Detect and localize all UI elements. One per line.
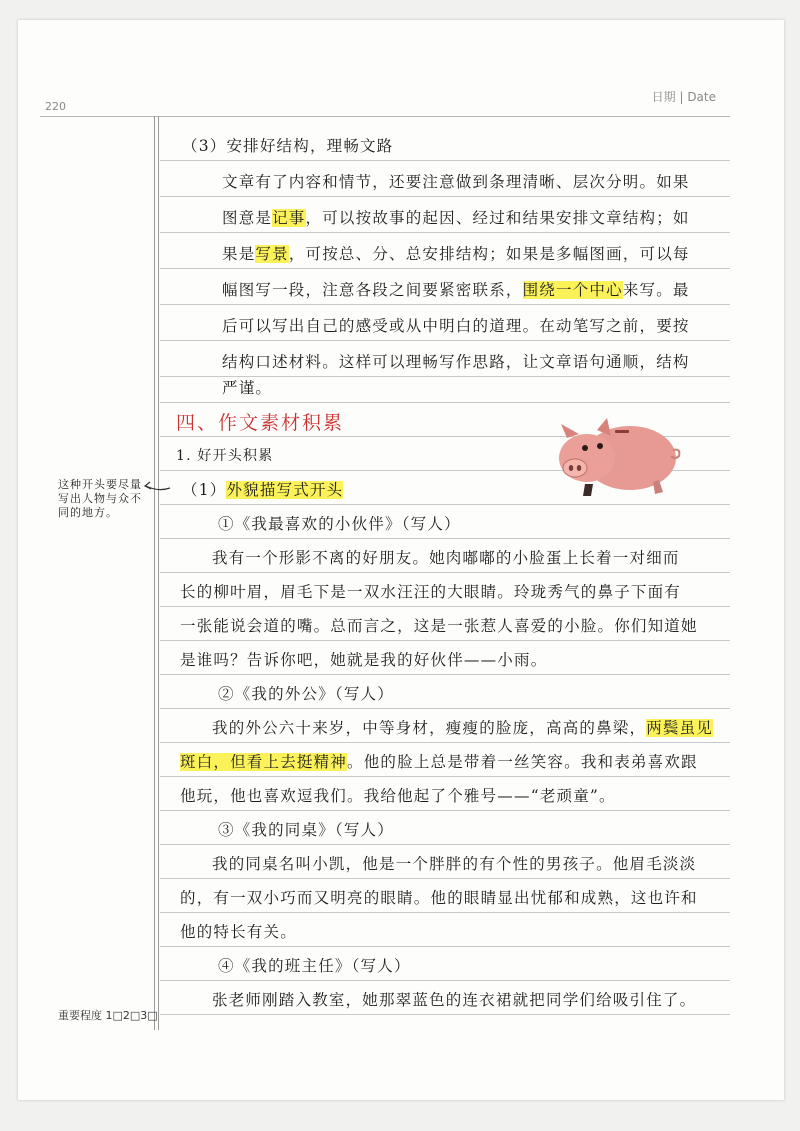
example-title: ③《我的同桌》（写人） <box>218 821 394 839</box>
highlight: 围绕一个中心 <box>522 281 623 299</box>
margin-line <box>158 116 159 1030</box>
ruled-line <box>160 196 730 197</box>
paragraph-line: 斑白，但看上去挺精神。他的脸上总是带着一丝笑容。我和表弟喜欢跟 <box>180 753 698 771</box>
paragraph-line: 后可以写出自己的感受或从中明白的道理。在动笔写之前，要按 <box>222 317 690 335</box>
side-note: 这种开头要尽量写出人物与众不同的地方。 <box>58 478 142 519</box>
ruled-line <box>160 504 730 505</box>
example-title: ①《我最喜欢的小伙伴》（写人） <box>218 515 461 533</box>
paragraph-line: 严谨。 <box>222 379 273 397</box>
ruled-line <box>160 776 730 777</box>
ruled-line <box>160 980 730 981</box>
ruled-line <box>160 572 730 573</box>
ruled-line <box>160 708 730 709</box>
ruled-line <box>160 810 730 811</box>
ruled-line <box>160 912 730 913</box>
highlight: 写景 <box>255 245 289 263</box>
highlight: 记事 <box>272 209 306 227</box>
example-title: ②《我的外公》（写人） <box>218 685 394 703</box>
ruled-line <box>160 1014 730 1015</box>
paragraph-line: 是谁吗？告诉你吧，她就是我的好伙伴——小雨。 <box>180 651 548 669</box>
ruled-line <box>160 878 730 879</box>
ruled-line <box>160 844 730 845</box>
subheading: （1）外貌描写式开头 <box>182 481 344 499</box>
paragraph-line: 长的柳叶眉，眉毛下是一双水汪汪的大眼睛。玲珑秀气的鼻子下面有 <box>180 583 682 601</box>
ruled-line <box>160 160 730 161</box>
ruled-line <box>160 538 730 539</box>
ruled-line <box>160 304 730 305</box>
paragraph-line: 一张能说会道的嘴。总而言之，这是一张惹人喜爱的小脸。你们知道她 <box>180 617 698 635</box>
paragraph-line: 我的外公六十来岁，中等身材，瘦瘦的脸庞，高高的鼻梁，两鬓虽见 <box>212 719 714 737</box>
paragraph-line: 我的同桌名叫小凯，他是一个胖胖的有个性的男孩子。他眉毛淡淡 <box>212 855 697 873</box>
paragraph-line: 我有一个形影不离的好朋友。她肉嘟嘟的小脸蛋上长着一对细而 <box>212 549 680 567</box>
ruled-line <box>160 640 730 641</box>
page-number: 220 <box>45 100 66 113</box>
example-title: ④《我的班主任》（写人） <box>218 957 411 975</box>
ruled-line <box>160 606 730 607</box>
pig-illustration-icon <box>545 410 685 500</box>
paragraph-line: 文章有了内容和情节，还要注意做到条理清晰、层次分明。如果 <box>222 173 690 191</box>
date-label: 日期 | Date <box>651 90 716 104</box>
section-title: 四、作文素材积累 <box>176 412 345 434</box>
paragraph-line: 结构口述材料。这样可以理畅写作思路，让文章语句通顺，结构 <box>222 353 690 371</box>
header-rule <box>40 116 730 117</box>
importance-rating: 重要程度 1□2□3□ <box>58 1009 158 1022</box>
ruled-line <box>160 674 730 675</box>
paragraph-line: 的，有一双小巧而又明亮的眼睛。他的眼睛显出忧郁和成熟，这也许和 <box>180 889 698 907</box>
paragraph-line: 图意是记事，可以按故事的起因、经过和结果安排文章结构；如 <box>222 209 690 227</box>
paragraph-line: 果是写景，可按总、分、总安排结构；如果是多幅图画，可以每 <box>222 245 690 263</box>
ruled-line <box>160 268 730 269</box>
highlight: 斑白，但看上去挺精神 <box>180 753 348 771</box>
ruled-line <box>160 742 730 743</box>
ruled-line <box>160 402 730 403</box>
subsection-heading: （3）安排好结构，理畅文路 <box>182 137 394 155</box>
ruled-line <box>160 340 730 341</box>
paragraph-line: 他玩，他也喜欢逗我们。我给他起了个雅号——“老顽童”。 <box>180 787 616 805</box>
highlight: 两鬓虽见 <box>646 719 714 737</box>
ruled-line <box>160 946 730 947</box>
paragraph-line: 他的特长有关。 <box>180 923 297 941</box>
highlight: 外貌描写式开头 <box>226 481 344 499</box>
subheading: 1. 好开头积累 <box>176 448 274 464</box>
margin-line <box>154 116 155 1030</box>
ruled-line <box>160 232 730 233</box>
paragraph-line: 幅图写一段，注意各段之间要紧密联系，围绕一个中心来写。最 <box>222 281 690 299</box>
paragraph-line: 张老师刚踏入教室，她那翠蓝色的连衣裙就把同学们给吸引住了。 <box>212 991 697 1009</box>
